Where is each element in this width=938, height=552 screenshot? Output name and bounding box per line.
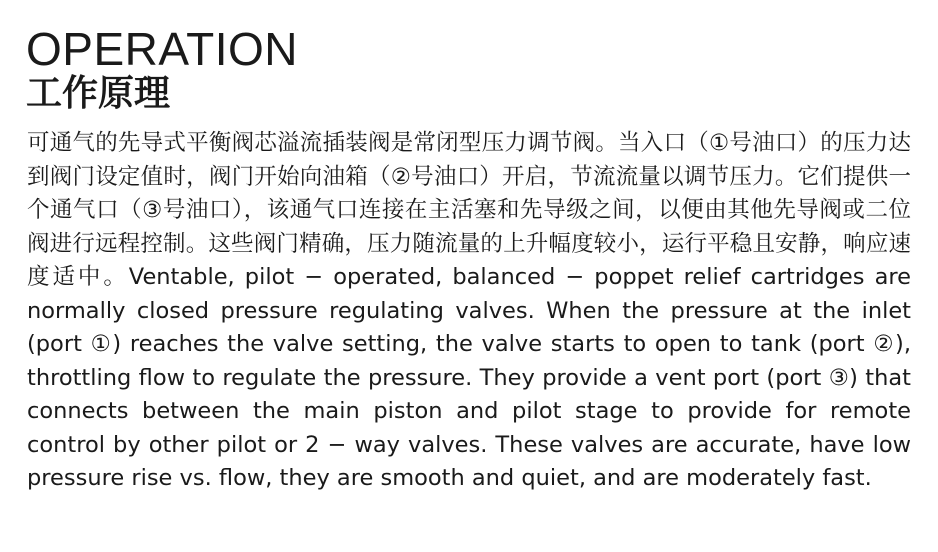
section-title-english: OPERATION <box>26 23 299 75</box>
operation-description: 可通气的先导式平衡阀芯溢流插装阀是常闭型压力调节阀。当入口（①号油口）的压力达到阀门设定值时，阀门开始向油箱（②号油口）开启，节流流量以调节压力。它们提供一个通气口（③号油口），该通气口连接在主活塞和先导级之间，以便由其他先导阀或二位阀进行远程控制。这些阀门精确，压力随流量的上升幅度较小，运行平稳且安静，响应速度适中。Ventable, pilot − operated, balanced − poppet relief cartridges are normally closed pressure regulating valves. When the pressure at the inlet (port ①) reaches the valve setting, the valve starts to open to tank (port ②), throttling flow to regulate the pressure. They provide a vent port (port ③) that connects between the main piston and pilot stage to provide for remote control by other pilot or 2 − way valves. These valves are accurate, have low pressure rise vs. flow, they are smooth and quiet, and are moderately fast. <box>27 130 911 491</box>
section-title-chinese: 工作原理 <box>26 73 171 114</box>
